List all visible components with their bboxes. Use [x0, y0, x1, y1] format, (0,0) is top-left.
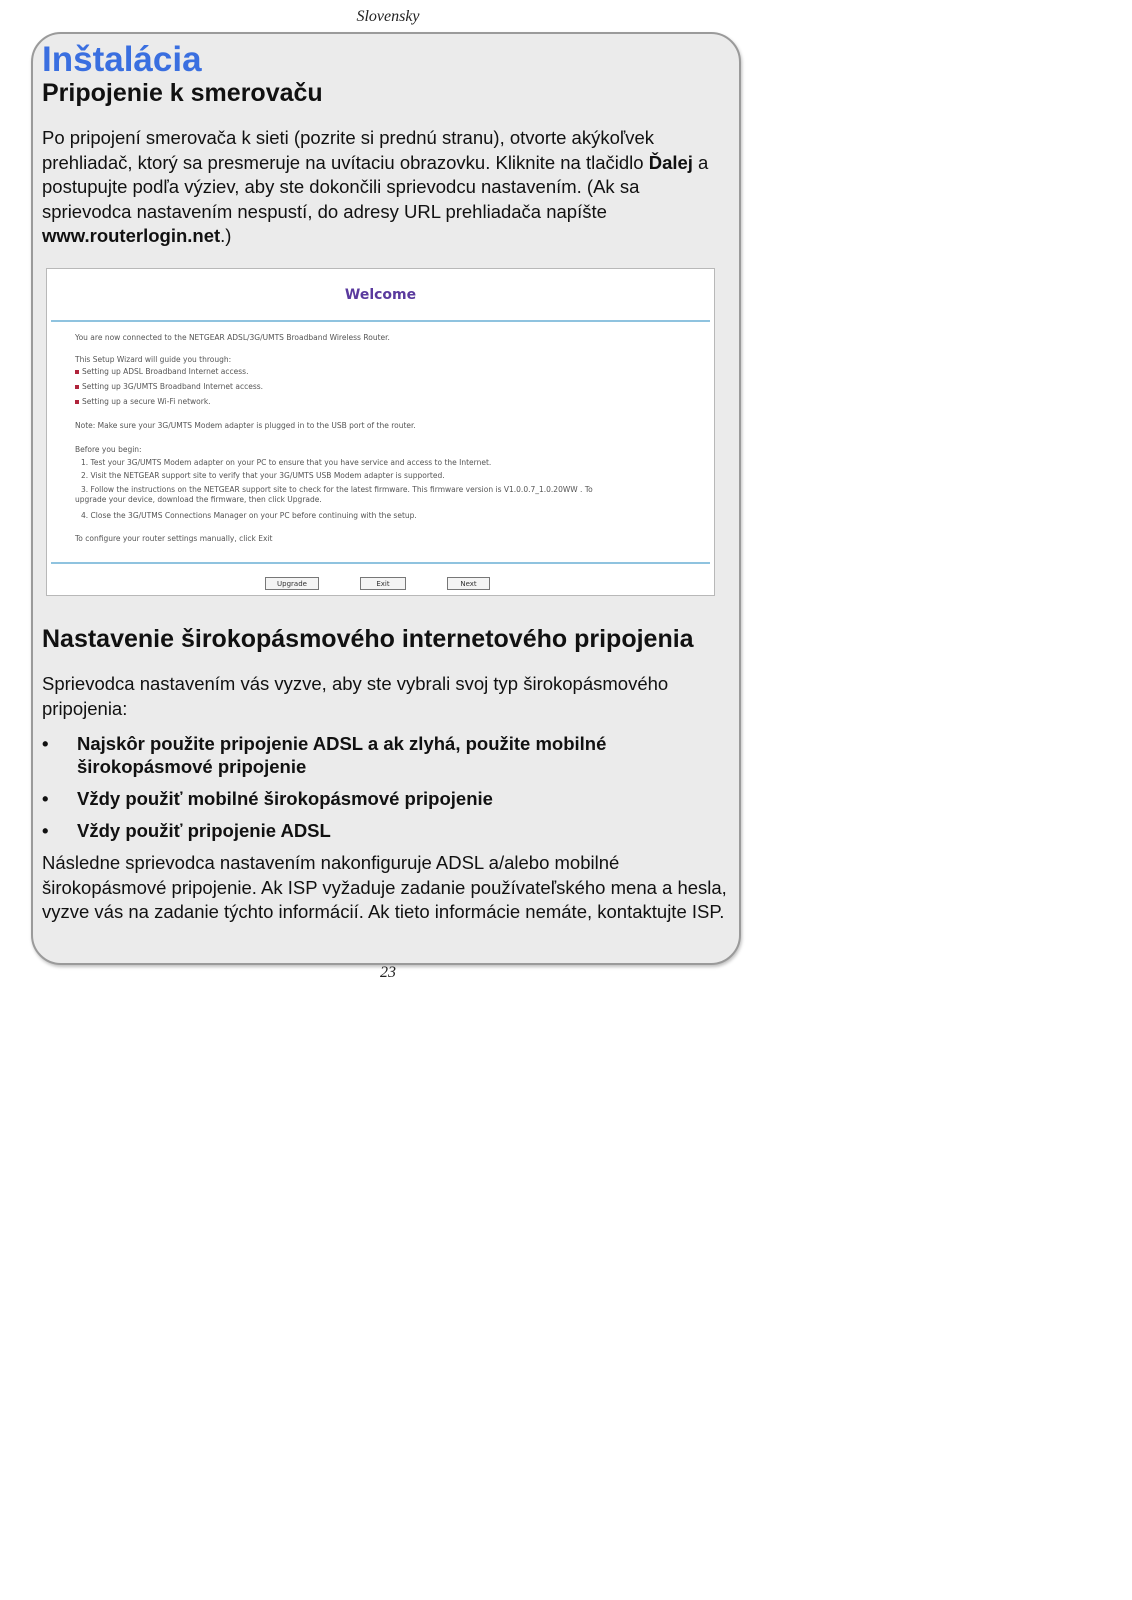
wizard-guide-text: This Setup Wizard will guide you through:: [75, 355, 232, 364]
intro-text-a: Po pripojení smerovača k sieti (pozrite si prednú stranu), otvorte akýkoľvek prehliadač, ktorý sa presmeruje na uvítaciu obrazovku. Kliknite na tlačidlo: [42, 127, 655, 173]
bullet-square-icon: [75, 400, 79, 404]
list-item: • Vždy použiť mobilné širokopásmové pripojenie: [42, 788, 493, 809]
list-item: • Najskôr použite pripojenie ADSL a ak zlyhá, použite mobilné širokopásmové pripojenie: [42, 733, 607, 777]
bullet-icon: •: [42, 733, 49, 754]
page-header-language: Slovensky: [356, 8, 420, 25]
welcome-intro: You are now connected to the NETGEAR ADSL/3G/UMTS Broadband Wireless Router.: [75, 333, 390, 342]
page-number: 23: [380, 964, 396, 981]
wizard-item: Setting up a secure Wi-Fi network.: [75, 397, 706, 406]
subtitle-router-connection: Pripojenie k smerovaču: [42, 79, 323, 107]
step-line: 1. Test your 3G/UMTS Modem adapter on your PC to ensure that you have service and access to the Internet.: [81, 458, 492, 467]
before-begin-label: Before you begin:: [75, 445, 142, 454]
next-button[interactable]: Next: [447, 577, 490, 590]
section-title-installation: Inštalácia: [42, 40, 202, 79]
manual-config-text: To configure your router settings manually, click Exit: [75, 534, 273, 543]
step-line: 4. Close the 3G/UTMS Connections Manager on your PC before continuing with the setup.: [81, 511, 417, 520]
bullet-icon: •: [42, 820, 49, 841]
exit-button[interactable]: Exit: [360, 577, 406, 590]
wizard-item: Setting up 3G/UMTS Broadband Internet access.: [75, 382, 706, 391]
welcome-screenshot: [46, 268, 715, 596]
welcome-title: Welcome: [344, 287, 417, 303]
intro-text-b: a postupujte podľa výziev, aby ste dokončili sprievodcu nastavením. (Ak sa sprievodca nastavením nespustí, do adresy URL prehliadača napíšte: [42, 151, 709, 222]
step-line: 2. Visit the NETGEAR support site to verify that your 3G/UMTS USB Modem adapter is supported.: [81, 471, 445, 480]
next-keyword: Ďalej: [648, 151, 693, 173]
upgrade-button[interactable]: Upgrade: [265, 577, 319, 590]
broadband-intro: Sprievodca nastavením vás vyzve, aby ste vybrali svoj typ širokopásmového pripojenia:: [42, 673, 669, 719]
section-title-broadband: Nastavenie širokopásmového internetového pripojenia: [42, 625, 694, 653]
broadband-outro: Následne sprievodca nastavením nakonfiguruje ADSL a/alebo mobilné širokopásmové pripojenie. Ak ISP vyžaduje zadanie používateľského mena a hesla, vyzve vás na zadanie týchto informácií. Ak tieto informácie nemáte, kontaktujte ISP.: [42, 852, 727, 923]
router-url: www.routerlogin.net: [42, 225, 221, 247]
step-line: 3. Follow the instructions on the NETGEAR support site to check for the latest firmware. This firmware version is V1.0.0.7_1.0.20WW . To: [81, 485, 593, 494]
wizard-item: Setting up ADSL Broadband Internet access.: [75, 367, 706, 376]
top-divider: [51, 320, 710, 322]
bullet-square-icon: [75, 385, 79, 389]
intro-paragraph: [42, 126, 732, 249]
step-line: upgrade your device, download the firmware, then click Upgrade.: [75, 495, 322, 504]
usb-note: Note: Make sure your 3G/UMTS Modem adapter is plugged in to the USB port of the router.: [75, 421, 416, 430]
bullet-icon: •: [42, 788, 49, 809]
intro-text-c: .): [220, 225, 232, 247]
bottom-divider: [51, 562, 710, 564]
list-item: • Vždy použiť pripojenie ADSL: [42, 820, 331, 841]
bullet-square-icon: [75, 370, 79, 374]
connection-options-list: [42, 732, 732, 851]
